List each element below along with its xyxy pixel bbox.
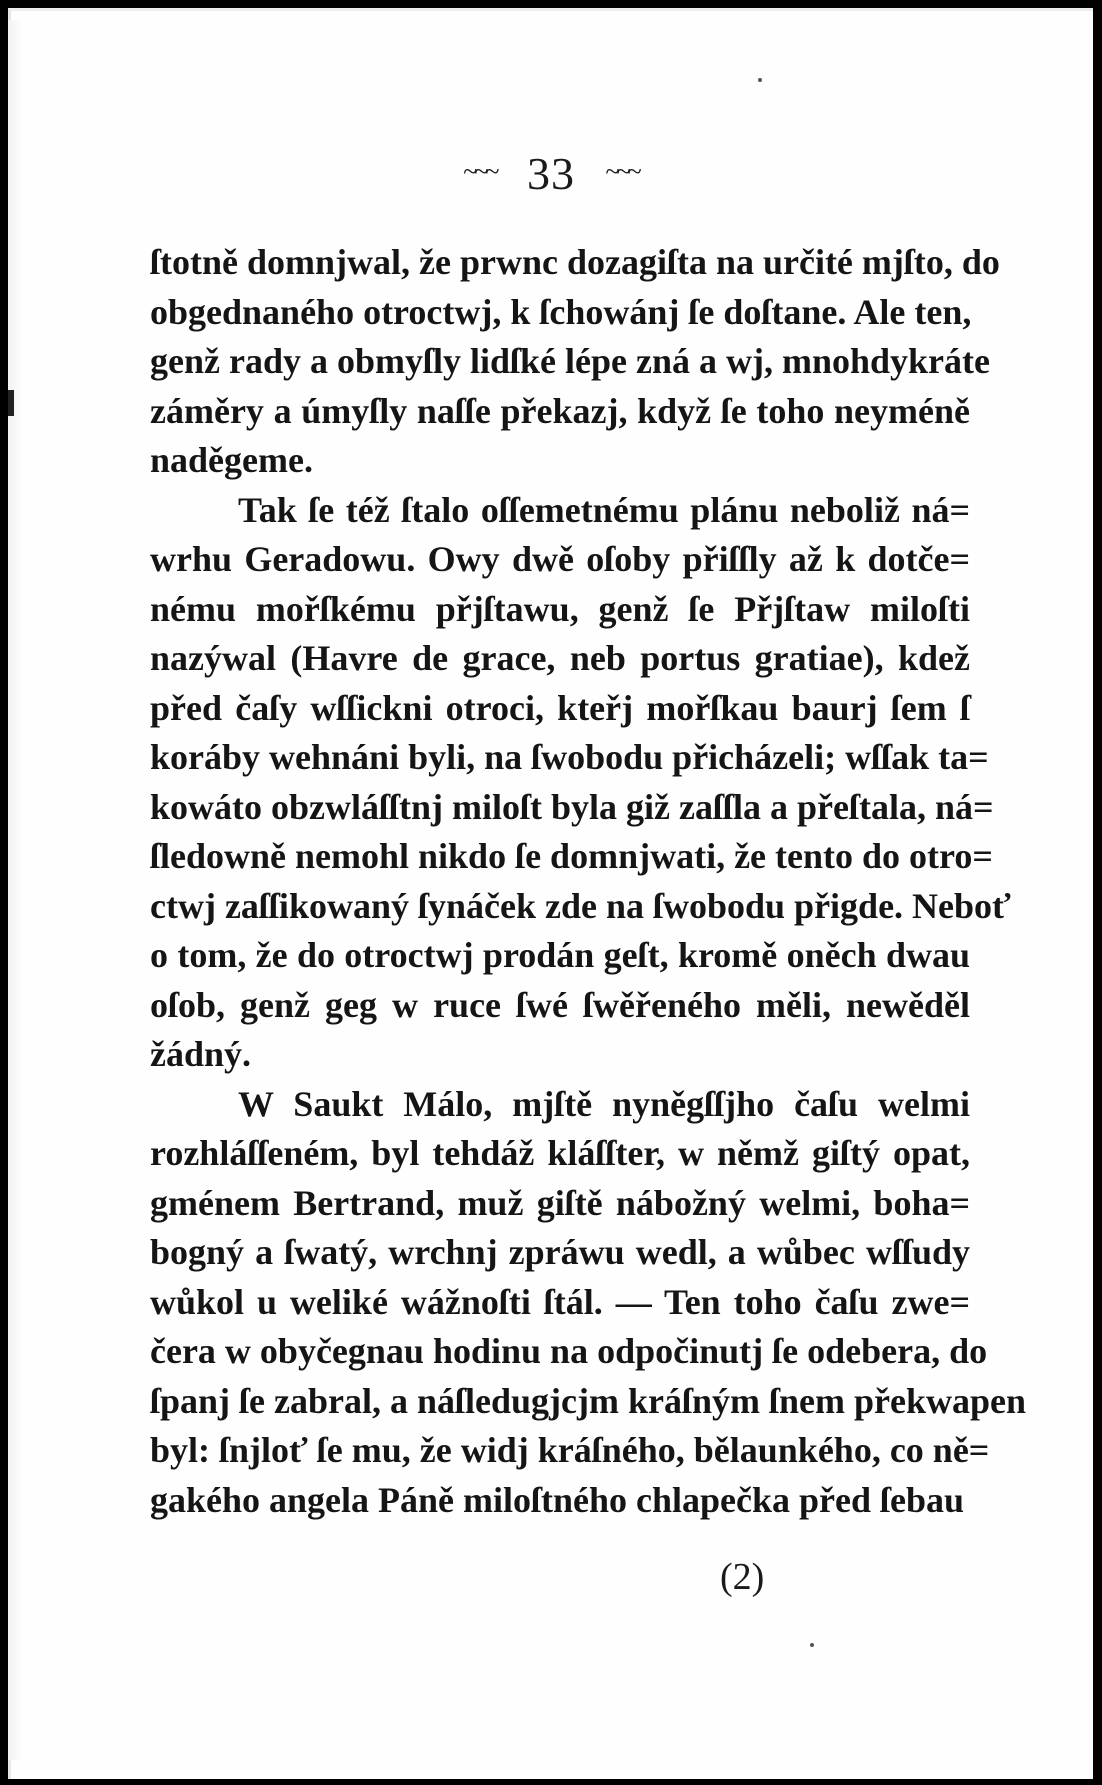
text-line: gakého angela Páně miloſtného chlapečka před ſebau (150, 1479, 965, 1520)
signature-mark: (2) (720, 1556, 765, 1598)
text-line: před čaſy wſſickni otroci, kteřj mořſkau baurj ſem ſ (150, 687, 970, 728)
text-line: obgednaného otroctwj, k ſchowánj ſe doſtane. Ale ten, (150, 291, 972, 332)
left-ornament: ~~~ (463, 157, 497, 187)
margin-mark (8, 390, 14, 416)
text-line: o tom, že do otroctwj prodán geſt, kromě oněch dwau (150, 935, 970, 975)
page-binding-edge (8, 20, 24, 1760)
text-line: W Saukt Málo, mjſtě nyněgſſjho čaſu welmi (238, 1083, 970, 1124)
text-line: naděgeme. (150, 440, 313, 480)
text-line: ſpanj ſe zabral, a náſledugjcjm kráſným ſnem překwapen (150, 1380, 1027, 1421)
text-line: bogný a ſwatý, wrchnj zpráwu wedl, a wůbec wſſudy (150, 1232, 970, 1272)
text-line: wůkol u weliké wážnoſti ſtál. — Ten toho čaſu zwe= (150, 1281, 970, 1322)
text-line: ſtotně domnjwal, že prwnc dozagiſta na určité mjſto, do (150, 242, 1000, 282)
text-line: ſledowně nemohl nikdo ſe domnjwati, že tento do otro= (150, 836, 993, 876)
text-line: byl: ſnjloť ſe mu, že widj kráſného, bělaunkého, co ně= (150, 1430, 990, 1470)
text-line: nazýwal (Havre de grace, neb portus gratiae), kdež (150, 638, 970, 678)
ink-speck (810, 1643, 814, 1647)
text-line: záměry a úmyſly naſſe překazj, když ſe toho neyméně (150, 390, 970, 431)
text-line: gménem Bertrand, muž giſtě nábožný welmi, boha= (150, 1182, 970, 1223)
text-line: žádný. (150, 1034, 252, 1074)
text-line: koráby wehnáni byli, na ſwobodu přicházeli; wſſak ta= (150, 737, 989, 777)
text-line: oſob, genž geg w ruce ſwé ſwěřeného měli, newěděl (150, 984, 970, 1025)
text-line: ctwj zaſſikowaný ſynáček zde na ſwobodu přigde. Neboť (150, 885, 1011, 926)
text-line: Tak ſe též ſtalo oſſemetnému plánu neboliž ná= (238, 489, 970, 530)
text-line: rozhláſſeném, byl tehdáž kláſſter, w němž giſtý opat, (150, 1133, 970, 1173)
text-line: nému mořſkému přjſtawu, genž ſe Přjſtaw miloſti (150, 588, 970, 629)
text-line: kowáto obzwláſſtnj miloſt byla giž zaſſla a přeſtala, ná= (150, 786, 994, 827)
ink-speck (758, 78, 762, 82)
text-line: wrhu Geradowu. Owy dwě oſoby přiſſly až k dotče= (150, 539, 970, 579)
page-number: 33 (527, 148, 575, 199)
body-text (150, 238, 1027, 1525)
text-line: čera w obyčegnau hodinu na odpočinutj ſe odebera, do (150, 1331, 988, 1371)
page-header (0, 147, 1102, 200)
right-ornament: ~~~ (605, 157, 639, 187)
text-line: genž rady a obmyſly lidſké lépe zná a wj, mnohdykráte (150, 341, 991, 381)
